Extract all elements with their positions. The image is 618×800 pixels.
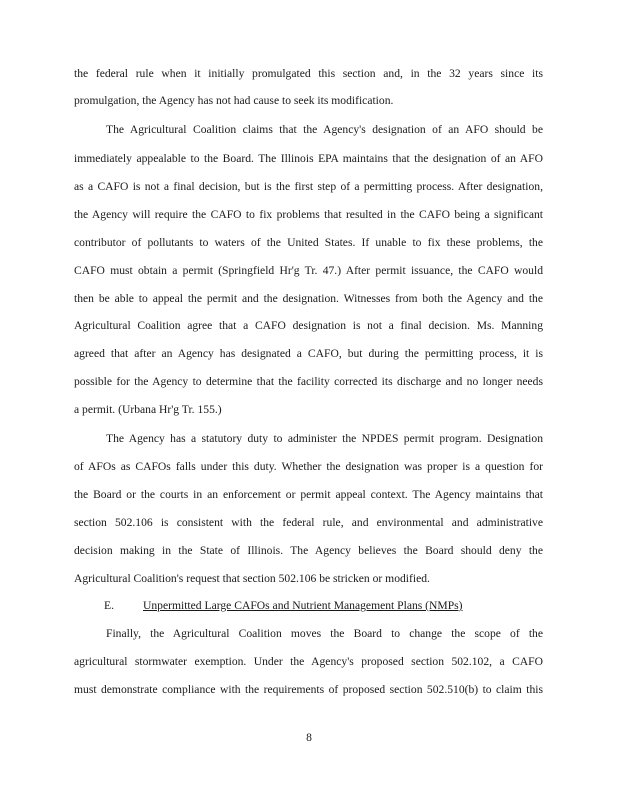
paragraph-3-line-5: decision making in the State of Illinois. The Agency believes the Board should deny the xyxy=(74,544,543,557)
paragraph-2-line-8: Agricultural Coalition agree that a CAFO designation is not a final decision. Ms. Manning xyxy=(74,319,543,332)
paragraph-2-line-11: a permit. (Urbana Hr'g Tr. 155.) xyxy=(74,403,222,416)
paragraph-1-line-1: the federal rule when it initially promulgated this section and, in the 32 years since its xyxy=(74,67,543,80)
paragraph-2-line-4: the Agency will require the CAFO to fix problems that resulted in the CAFO being a significant xyxy=(74,208,543,221)
paragraph-2-line-10: possible for the Agency to determine that the facility corrected its discharge and no longer needs xyxy=(74,375,543,388)
paragraph-2-line-6: CAFO must obtain a permit (Springfield Hr'g Tr. 47.) After permit issuance, the CAFO would xyxy=(74,264,543,277)
paragraph-2-line-9: agreed that after an Agency has designated a CAFO, but during the permitting process, it is xyxy=(74,347,543,360)
section-heading-label: E. xyxy=(104,599,114,612)
section-heading-title: Unpermitted Large CAFOs and Nutrient Management Plans (NMPs) xyxy=(143,599,463,612)
paragraph-3-line-1: The Agency has a statutory duty to administer the NPDES permit program. Designation xyxy=(106,432,543,445)
paragraph-2-line-5: contributor of pollutants to waters of the United States. If unable to fix these problems, the xyxy=(74,236,543,249)
paragraph-2-line-3: as a CAFO is not a final decision, but is the first step of a permitting process. After designation, xyxy=(74,180,543,193)
paragraph-2-line-7: then be able to appeal the permit and the designation. Witnesses from both the Agency and the xyxy=(74,292,543,305)
paragraph-2-line-2: immediately appealable to the Board. The Illinois EPA maintains that the designation of an AFO xyxy=(74,152,543,165)
paragraph-3-line-6: Agricultural Coalition's request that section 502.106 be stricken or modified. xyxy=(74,572,430,585)
paragraph-1-line-2: promulgation, the Agency has not had cause to seek its modification. xyxy=(74,94,394,107)
page-number: 8 xyxy=(306,731,312,744)
paragraph-2-line-1: The Agricultural Coalition claims that the Agency's designation of an AFO should be xyxy=(106,123,543,136)
paragraph-3-line-2: of AFOs as CAFOs falls under this duty. Whether the designation was proper is a question for xyxy=(74,460,543,473)
paragraph-4-line-1: Finally, the Agricultural Coalition moves the Board to change the scope of the xyxy=(106,627,543,640)
paragraph-4-line-3: must demonstrate compliance with the requirements of proposed section 502.510(b) to claim this xyxy=(74,683,543,696)
paragraph-3-line-4: section 502.106 is consistent with the federal rule, and environmental and administrative xyxy=(74,516,543,529)
paragraph-4-line-2: agricultural stormwater exemption. Under the Agency's proposed section 502.102, a CAFO xyxy=(74,655,543,668)
paragraph-3-line-3: the Board or the courts in an enforcement or permit appeal context. The Agency maintains that xyxy=(74,488,543,501)
